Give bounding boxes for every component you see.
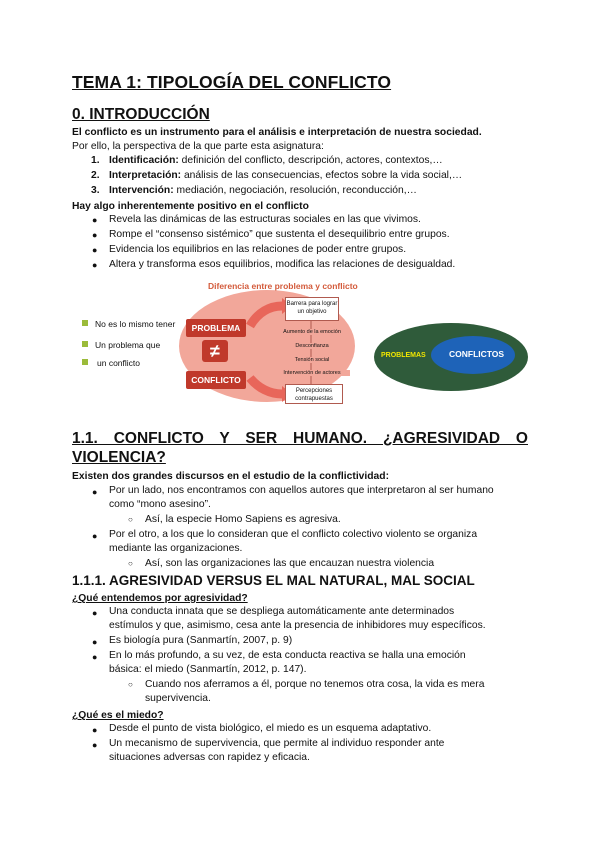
sub-bullet-icon: ○ bbox=[128, 559, 133, 568]
question-heading: ¿Qué entendemos por agresividad? bbox=[72, 593, 248, 604]
bottom-box: Percepciones contrapuestas bbox=[285, 384, 343, 404]
figure-problema-conflicto bbox=[78, 278, 370, 404]
list-item: Desde el punto de vista biológico, el miedo es un esquema adaptativo. bbox=[109, 723, 432, 734]
mid-item: Tensión social bbox=[278, 357, 346, 363]
not-equal-icon: ≠ bbox=[202, 340, 228, 362]
list-item: Rompe el “consenso sistémico” que sustenta el desequilibrio entre grupos. bbox=[109, 229, 450, 240]
bullet-icon: ● bbox=[92, 245, 98, 255]
list-item bbox=[109, 184, 417, 199]
bullet-icon: ● bbox=[92, 230, 98, 240]
heading-line: VIOLENCIA? bbox=[72, 449, 166, 466]
intro-perspective: Por ello, la perspectiva de la que parte esta asignatura: bbox=[72, 141, 324, 152]
bullet-icon: ● bbox=[92, 531, 98, 541]
conflicto-box: CONFLICTO bbox=[186, 371, 246, 389]
sub-bullet-icon: ○ bbox=[128, 515, 133, 524]
mid-item: Aumento de la emoción bbox=[278, 329, 346, 335]
section-lead: Existen dos grandes discursos en el estudio de la conflictividad: bbox=[72, 471, 389, 482]
bullet-icon: ● bbox=[92, 260, 98, 270]
bullet-square bbox=[82, 341, 88, 347]
list-item: mediante las organizaciones. bbox=[109, 543, 243, 554]
bullet-icon: ● bbox=[92, 487, 98, 497]
step-text: mediación, negociación, resolución, reconducción,… bbox=[173, 185, 417, 196]
list-item: Por el otro, a los que lo consideran que el conflicto colectivo violento se organiza bbox=[109, 529, 478, 540]
top-box: Barrera para lograr un objetivo bbox=[285, 297, 339, 321]
bullet-square bbox=[82, 359, 88, 365]
mid-item: Desconfianza bbox=[278, 343, 346, 349]
intro-heading: 0. INTRODUCCIÓN bbox=[72, 106, 210, 123]
step-number: 1. bbox=[91, 155, 100, 166]
list-item: como “mono asesino”. bbox=[109, 499, 211, 510]
sub-item: Así, son las organizaciones las que encauzan nuestra violencia bbox=[145, 558, 435, 569]
list-item bbox=[109, 169, 462, 184]
list-item: estímulos y que, asimismo, cesa ante la presencia de inhibidores muy específicos. bbox=[109, 620, 486, 631]
bullet-icon: ● bbox=[92, 740, 98, 750]
bullet-icon: ● bbox=[92, 608, 98, 618]
side-note: Un problema que bbox=[95, 340, 161, 350]
figure-title: Diferencia entre problema y conflicto bbox=[208, 281, 358, 291]
heading-line: 1.1. CONFLICTO Y SER HUMANO. ¿AGRESIVIDAD O bbox=[72, 430, 528, 447]
step-number: 3. bbox=[91, 185, 100, 196]
positive-heading: Hay algo inherentemente positivo en el conflicto bbox=[72, 201, 309, 212]
list-item: Por un lado, nos encontramos con aquellos autores que interpretaron al ser humano bbox=[109, 485, 494, 496]
document-title: TEMA 1: TIPOLOGÍA DEL CONFLICTO bbox=[72, 72, 392, 92]
step-term: Interpretación: bbox=[109, 170, 182, 181]
sub-bullet-icon: ○ bbox=[128, 680, 133, 689]
list-item: Un mecanismo de supervivencia, que permite al individuo responder ante bbox=[109, 738, 445, 749]
bullet-square bbox=[82, 320, 88, 326]
list-item: situaciones adversas con rapidez y eficacia. bbox=[109, 752, 310, 763]
step-text: análisis de las consecuencias, efectos sobre la vida social,… bbox=[181, 170, 463, 181]
list-item: básica: el miedo (Sanmartín, 2012, p. 147). bbox=[109, 664, 307, 675]
list-item: En lo más profundo, a su vez, de esta conducta reactiva se halla una emoción bbox=[109, 650, 466, 661]
side-note: No es lo mismo tener bbox=[95, 319, 176, 329]
bullet-icon: ● bbox=[92, 725, 98, 735]
side-note: un conflicto bbox=[97, 358, 140, 368]
list-item bbox=[109, 154, 443, 169]
step-term: Identificación: bbox=[109, 155, 179, 166]
list-item: Altera y transforma esos equilibrios, modifica las relaciones de desigualdad. bbox=[109, 259, 456, 270]
mid-item: Intervención de actores bbox=[274, 370, 350, 376]
problema-box: PROBLEMA bbox=[186, 319, 246, 337]
sub-item: Cuando nos aferramos a él, porque no tenemos otra cosa, la vida es mera bbox=[145, 679, 485, 690]
sub-item: supervivencia. bbox=[145, 693, 211, 704]
question-heading: ¿Qué es el miedo? bbox=[72, 710, 164, 721]
list-item: Una conducta innata que se despliega automáticamente ante determinados bbox=[109, 606, 455, 617]
list-item: Es biología pura (Sanmartín, 2007, p. 9) bbox=[109, 635, 293, 646]
figure-problemas-conflictos bbox=[373, 322, 529, 392]
bullet-icon: ● bbox=[92, 637, 98, 647]
list-item: Evidencia los equilibrios en las relaciones de poder entre grupos. bbox=[109, 244, 407, 255]
bullet-icon: ● bbox=[92, 652, 98, 662]
step-number: 2. bbox=[91, 170, 100, 181]
step-term: Intervención: bbox=[109, 185, 174, 196]
intro-lead: El conflicto es un instrumento para el análisis e interpretación de nuestra sociedad. bbox=[72, 127, 482, 138]
list-item: Revela las dinámicas de las estructuras sociales en las que vivimos. bbox=[109, 214, 421, 225]
outer-label: PROBLEMAS bbox=[381, 352, 426, 359]
bullet-icon: ● bbox=[92, 215, 98, 225]
inner-label: CONFLICTOS bbox=[449, 349, 505, 359]
step-text: definición del conflicto, descripción, actores, contextos,… bbox=[178, 155, 443, 166]
sub-item: Así, la especie Homo Sapiens es agresiva. bbox=[145, 514, 341, 525]
section-1-1-1-heading: 1.1.1. AGRESIVIDAD VERSUS EL MAL NATURAL, MAL SOCIAL bbox=[72, 573, 475, 588]
section-1-1-heading bbox=[72, 429, 528, 467]
